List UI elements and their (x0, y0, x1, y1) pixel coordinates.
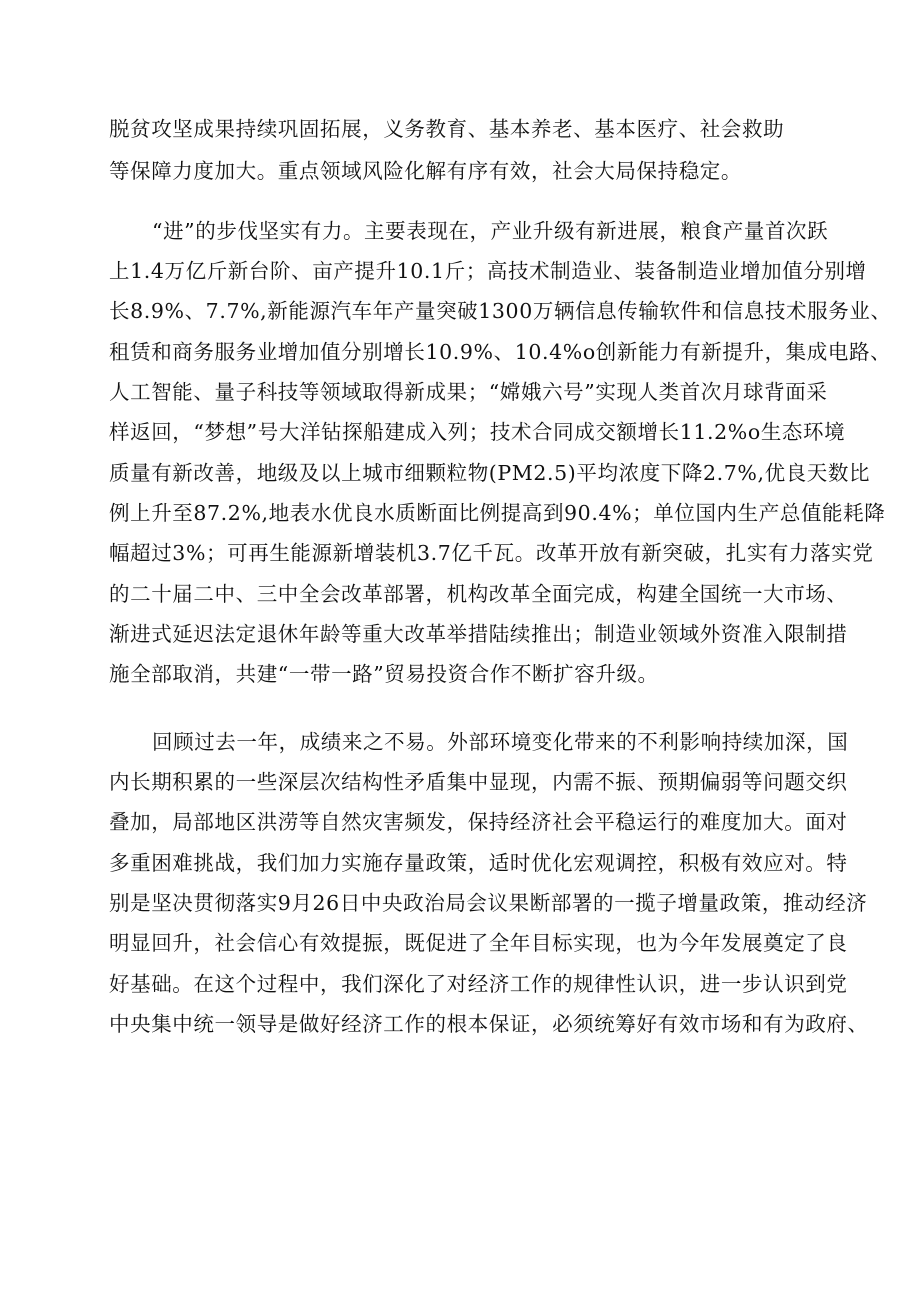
text-line: 内长期积累的一些深层次结构性矛盾集中显现，内需不振、预期偏弱等问题交织 (109, 770, 848, 794)
text-line: 明显回升，社会信心有效提振，既促进了全年目标实现，也为今年发展奠定了良 (109, 931, 848, 955)
text-line: 长8.9%、7.7%,新能源汽车年产量突破1300万辆信息传输软件和信息技术服务业、 (109, 299, 892, 323)
text-line: 人工智能、量子科技等领域取得新成果；“嫦娥六号”实现人类首次月球背面采 (109, 380, 828, 404)
text-line: 例上升至87.2%,地表水优良水质断面比例提高到90.4%；单位国内生产总值能耗降 (109, 501, 886, 525)
text-line: 幅超过3%；可再生能源新增装机3.7亿千瓦。改革开放有新突破，扎实有力落实党 (109, 541, 874, 565)
text-line: 好基础。在这个过程中，我们深化了对经济工作的规律性认识，进一步认识到党 (109, 972, 848, 996)
text-line: 别是坚决贯彻落实9月26日中央政治局会议果断部署的一揽子增量政策，推动经济 (109, 891, 868, 915)
text-line: 叠加，局部地区洪涝等自然灾害频发，保持经济社会平稳运行的难度加大。面对 (109, 810, 848, 834)
paragraph-start-line: “进”的步伐坚实有力。主要表现在，产业升级有新进展，粮食产量首次跃 (152, 219, 829, 243)
paragraph-start-line: 回顾过去一年，成绩来之不易。外部环境变化带来的不利影响持续加深，国 (152, 730, 849, 754)
text-line: 脱贫攻坚成果持续巩固拓展，义务教育、基本养老、基本医疗、社会救助 (109, 117, 785, 141)
text-line: 租赁和商务服务业增加值分别增长10.9%、10.4%o创新能力有新提升，集成电路、 (109, 340, 892, 364)
text-line: 多重困难挑战，我们加力实施存量政策，适时优化宏观调控，积极有效应对。特 (109, 851, 848, 875)
text-line: 的二十届二中、三中全会改革部署，机构改革全面完成，构建全国统一大市场、 (109, 582, 848, 606)
text-line: 上1.4万亿斤新台阶、亩产提升10.1斤；高技术制造业、装备制造业增加值分别增 (109, 259, 867, 283)
text-line: 施全部取消，共建“一带一路”贸易投资合作不断扩容升级。 (109, 662, 659, 686)
text-line: 中央集中统一领导是做好经济工作的根本保证，必须统筹好有效市场和有为政府、 (109, 1012, 869, 1036)
text-line: 渐进式延迟法定退休年龄等重大改革举措陆续推出；制造业领域外资准入限制措 (109, 622, 848, 646)
text-line: 质量有新改善，地级及以上城市细颗粒物(PM2.5)平均浓度下降2.7%,优良天数比 (109, 461, 871, 485)
text-line: 样返回，“梦想”号大洋钻探船建成入列；技术合同成交额增长11.2%o生态环境 (109, 420, 846, 444)
text-line: 等保障力度加大。重点领域风险化解有序有效，社会大局保持稳定。 (109, 159, 742, 183)
